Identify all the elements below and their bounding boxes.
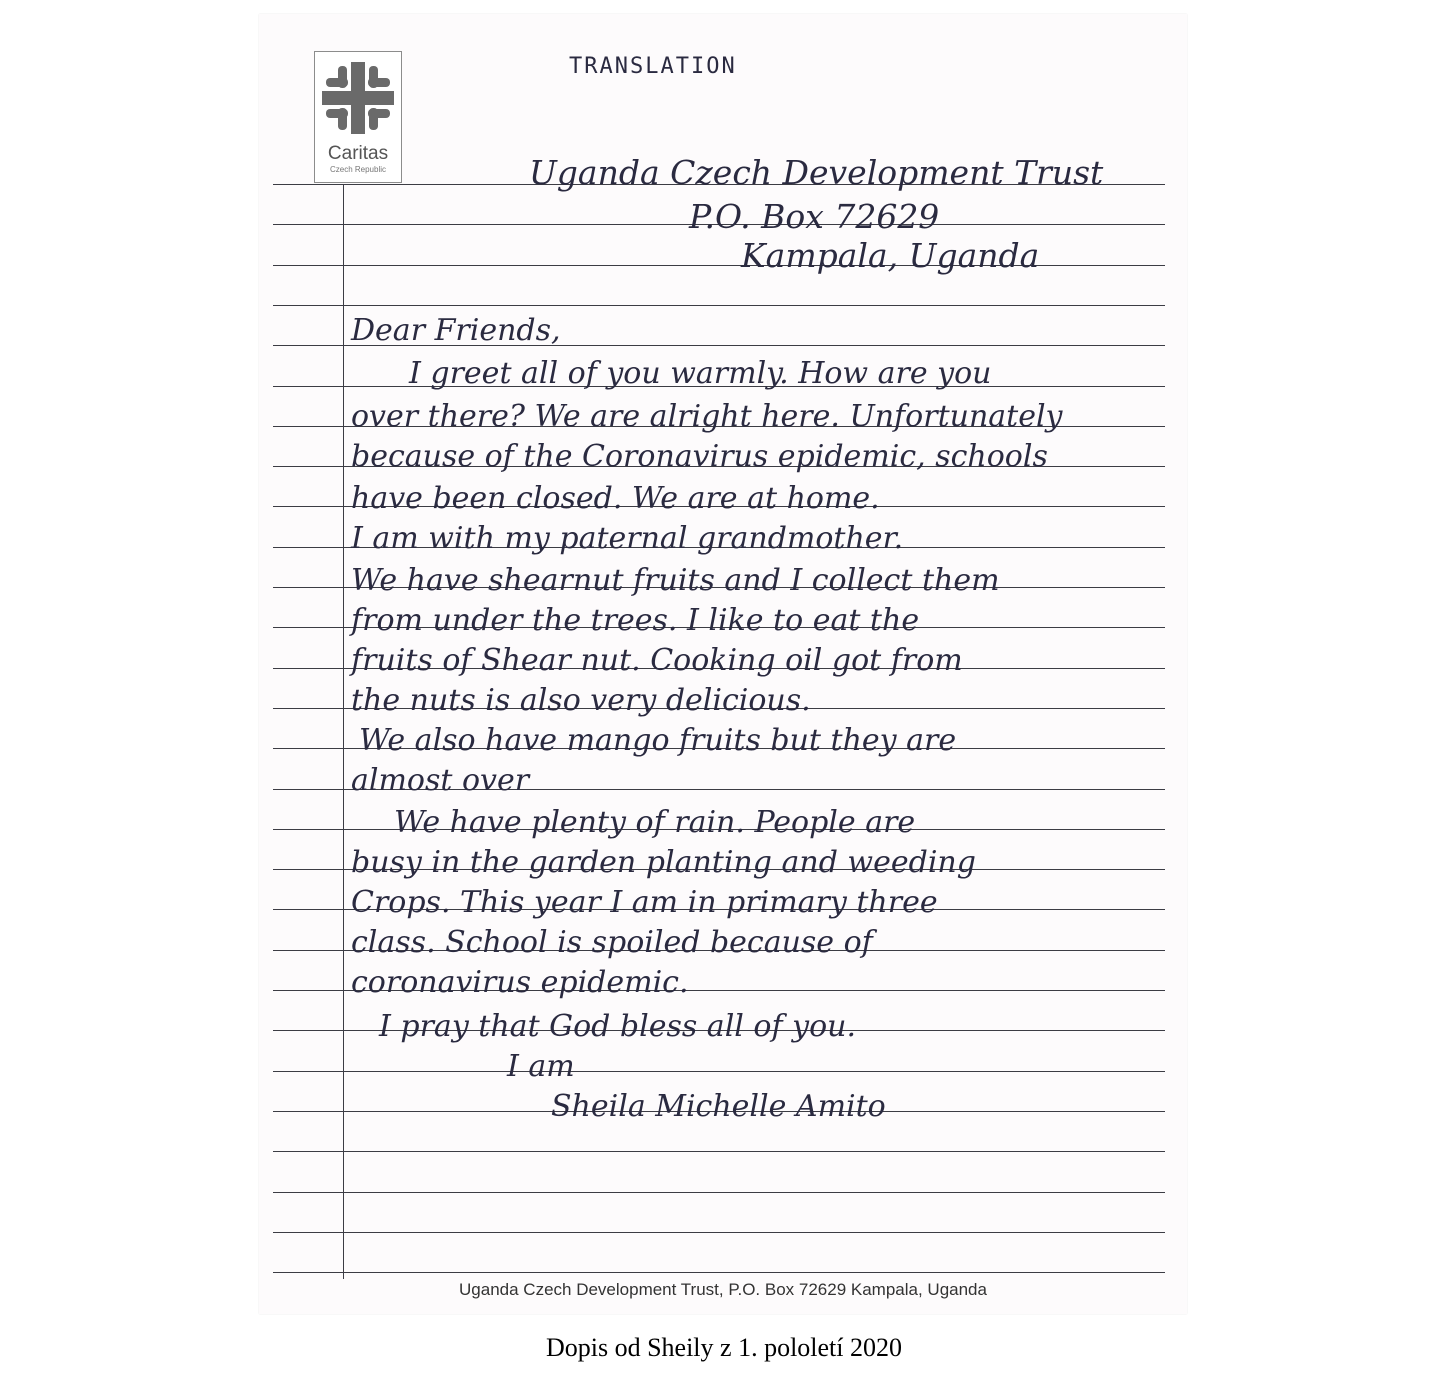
caritas-cross-icon (318, 58, 398, 138)
body-line: over there? We are alright here. Unfortunately (351, 399, 1063, 434)
ruled-line (273, 1151, 1165, 1152)
body-line: almost over (351, 763, 530, 798)
ruled-line (273, 305, 1165, 306)
address-line-3: Kampala, Uganda (741, 236, 1040, 275)
body-line: Dear Friends, (351, 313, 561, 348)
body-line: busy in the garden planting and weeding (351, 845, 976, 880)
body-line: We also have mango fruits but they are (359, 723, 957, 758)
logo-subtitle: Czech Republic (329, 165, 387, 174)
ruled-line (273, 1071, 1165, 1072)
body-line: We have plenty of rain. People are (394, 805, 916, 840)
signature-name: Sheila Michelle Amito (551, 1089, 886, 1124)
body-line: I am with my paternal grandmother. (351, 521, 904, 556)
address-line-2: P.O. Box 72629 (689, 197, 940, 236)
ruled-line (273, 1192, 1165, 1193)
ruled-line (273, 1272, 1165, 1273)
body-line: coronavirus epidemic. (351, 965, 689, 1000)
body-line: have been closed. We are at home. (351, 481, 880, 516)
body-line: class. School is spoiled because of (351, 925, 873, 960)
logo-name: Caritas (327, 143, 389, 164)
body-line: fruits of Shear nut. Cooking oil got from (351, 643, 963, 678)
letter-footer: Uganda Czech Development Trust, P.O. Box 72629 Kampala, Uganda (459, 1280, 987, 1299)
margin-line (343, 184, 344, 1279)
body-line: because of the Coronavirus epidemic, schools (351, 439, 1048, 474)
closing-line: I am (507, 1049, 575, 1084)
letter-heading: TRANSLATION (569, 54, 737, 79)
letter-page (259, 14, 1187, 1314)
address-line-1: Uganda Czech Development Trust (529, 153, 1104, 192)
body-line: from under the trees. I like to eat the (351, 603, 920, 638)
image-caption: Dopis od Sheily z 1. pololetí 2020 (545, 1333, 903, 1362)
body-line: We have shearnut fruits and I collect them (351, 563, 1000, 598)
body-line: I greet all of you warmly. How are you (409, 356, 992, 391)
caritas-logo (314, 51, 402, 183)
body-line: Crops. This year I am in primary three (351, 885, 938, 920)
ruled-line (273, 1232, 1165, 1233)
body-line: the nuts is also very delicious. (351, 683, 811, 718)
body-line: I pray that God bless all of you. (379, 1009, 856, 1044)
